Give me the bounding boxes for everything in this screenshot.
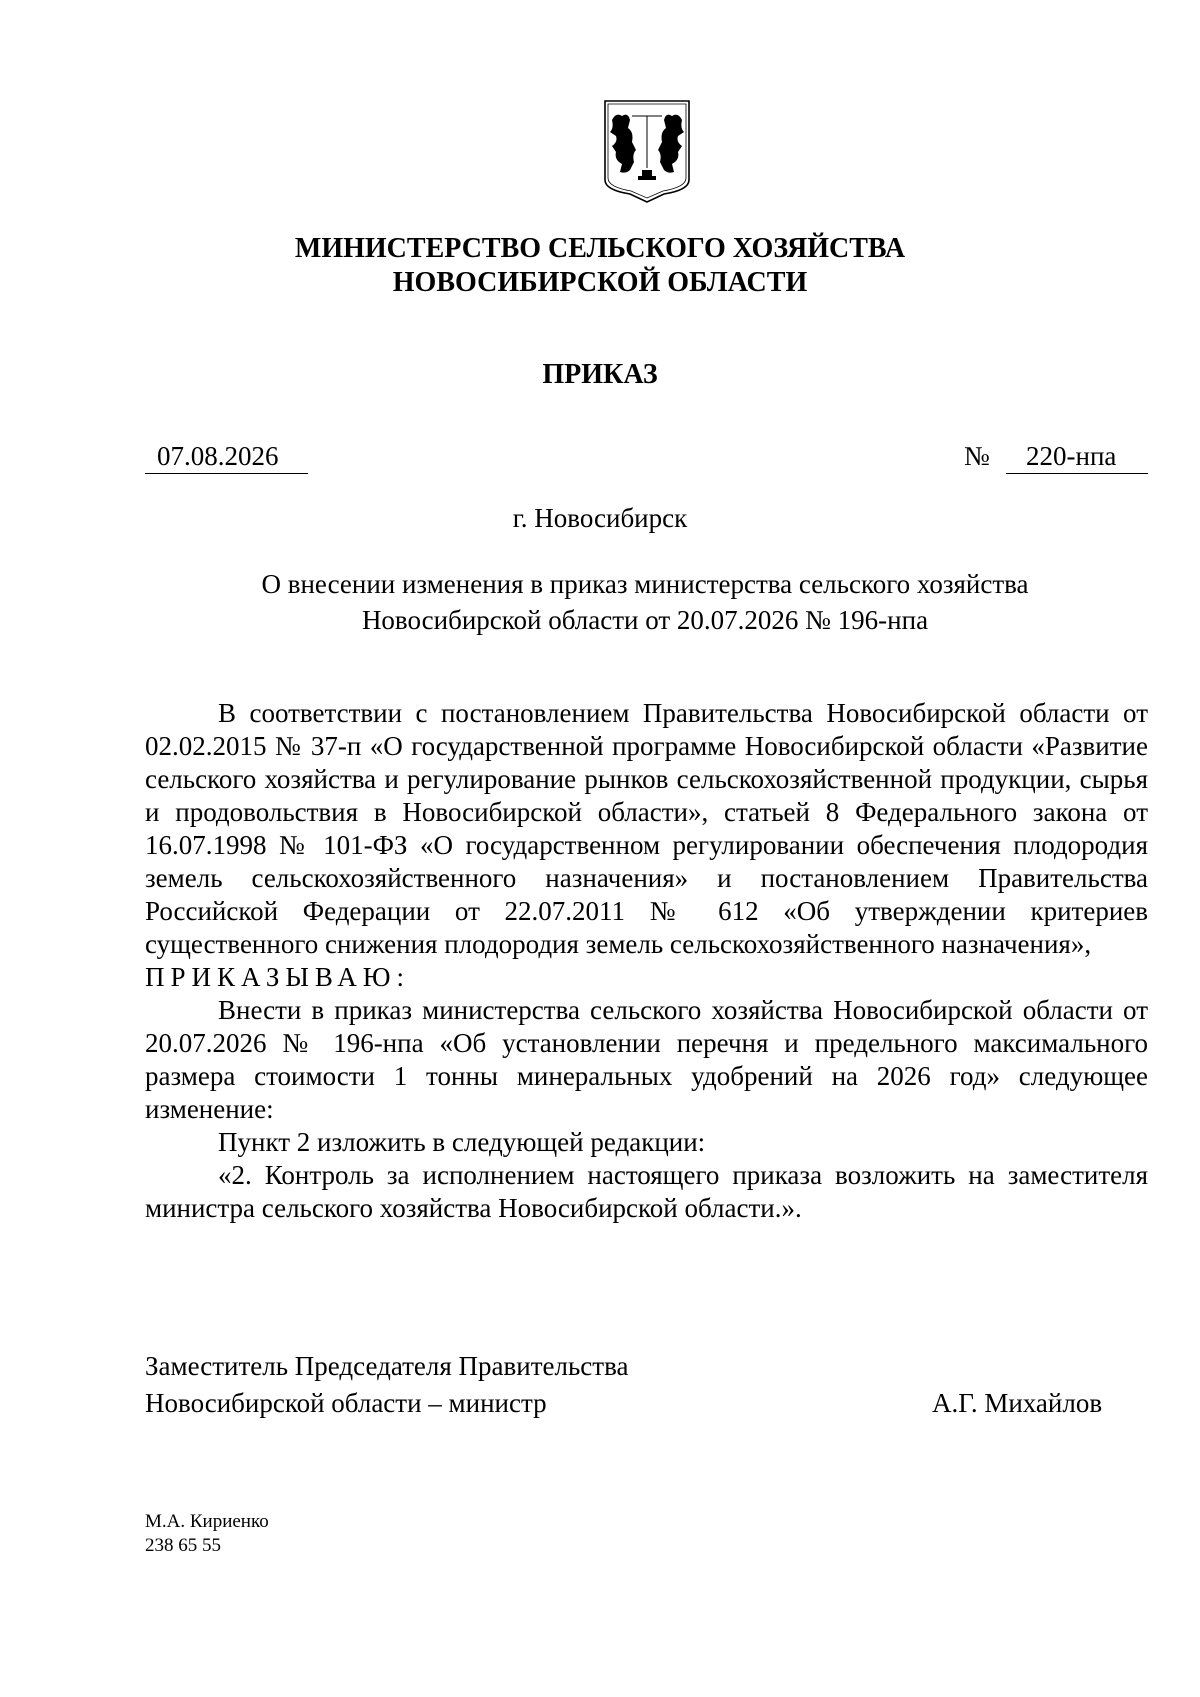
order-paragraph-1: Внести в приказ министерства сельского хозяйства Новосибирской области от 20.07.2026 № 196-нпа «Об установлении перечня и предельного максимального размера стоимости 1 тонны минеральных удобрений на 2026 год» следующее изменение: <box>145 995 1148 1124</box>
subject-line2: Новосибирской области от 20.07.2026 № 196-нпа <box>361 605 929 635</box>
executor-phone: 238 65 55 <box>145 1535 221 1556</box>
signatory-title <box>145 1348 628 1422</box>
executor-name: М.А. Кириенко <box>145 1511 269 1532</box>
document-city: г. Новосибирск <box>512 503 688 533</box>
document-subject <box>0 566 1200 638</box>
number-sign: № <box>964 441 990 471</box>
preamble-paragraph: В соответствии с постановлением Правительства Новосибирской области от 02.02.2015 № 37-п «О государственной программе Новосибирской области «Развитие сельского хозяйства и регулирование рынков сельскохозяйственной продукции, сырья и продовольствия в Новосибирской области», статьей 8 Федерального закона от 16.07.1998 № 101-ФЗ «О государственном регулировании обеспечения плодородия земель сельскохозяйственного назначения» и постановлением Правительства Российской Федерации от 22.07.2011 № 612 «Об утверждении критериев существенного снижения плодородия земель сельскохозяйственного назначения», <box>145 698 1148 959</box>
order-word: ПРИКАЗЫВАЮ: <box>145 962 410 992</box>
signatory-title-line2: Новосибирской области – министр <box>145 1388 547 1418</box>
order-paragraph-2: Пункт 2 изложить в следующей редакции: <box>218 1127 706 1157</box>
document-type: ПРИКАЗ <box>542 359 658 390</box>
signatory-title-line1: Заместитель Председателя Правительства <box>145 1351 629 1381</box>
ministry-name-line1: МИНИСТЕРСТВО СЕЛЬСКОГО ХОЗЯЙСТВА <box>294 233 906 264</box>
coat-of-arms-emblem <box>602 98 692 206</box>
subject-line1: О внесении изменения в приказ министерства сельского хозяйства <box>261 569 1029 599</box>
order-paragraph-3: «2. Контроль за исполнением настоящего приказа возложить на заместителя министра сельского хозяйства Новосибирской области.». <box>145 1160 1148 1223</box>
signatory-name: А.Г. Михайлов <box>932 1388 1103 1418</box>
executor-info <box>145 1510 269 1558</box>
ministry-name-line2: НОВОСИБИРСКОЙ ОБЛАСТИ <box>392 267 808 298</box>
document-number: 220-нпа <box>1006 438 1148 474</box>
document-date: 07.08.2026 <box>145 438 308 474</box>
ministry-name <box>0 232 1200 300</box>
document-body <box>145 697 1148 1225</box>
